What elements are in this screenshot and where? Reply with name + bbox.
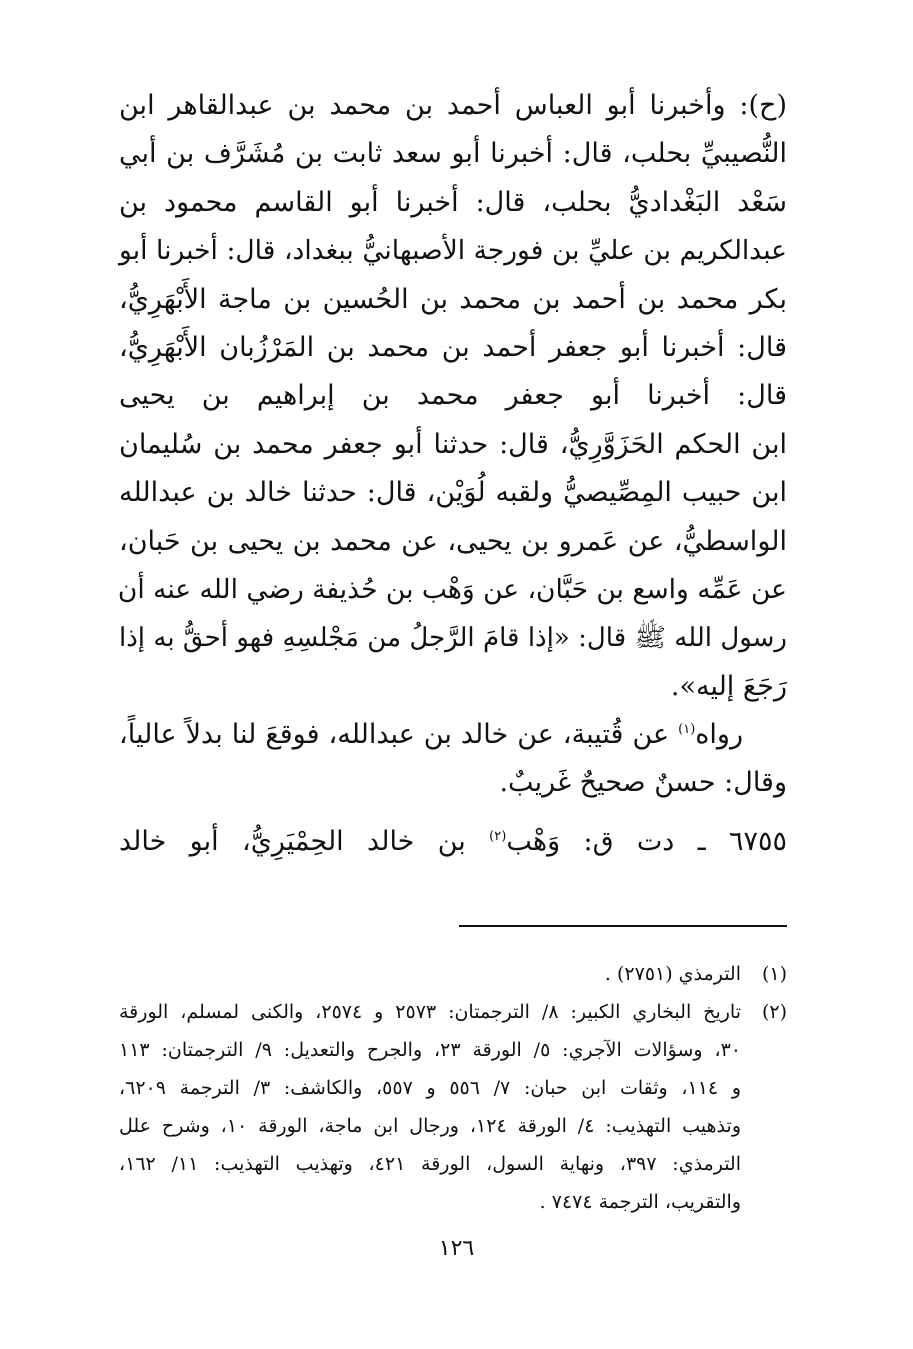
footnote-line: ٣٠، وسؤالات الآجري: ٥/ الورقة ٢٣، والجرح والتعديل: ٩/ الترجمتان: ١١٣ [119, 1039, 742, 1061]
footnote-number: (١) [761, 963, 787, 985]
text-line: (ح): وأخبرنا أبو العباس أحمد بن محمد بن عبدالقاهر ابن [119, 90, 787, 121]
text-line: عن عَمِّه واسع بن حَبَّان، عن وَهْب بن حُذيفة رضي الله عنه أن [117, 573, 787, 605]
footnote-line: والتقريب، الترجمة ٧٤٧٤ . [539, 1191, 741, 1213]
footnote-line: الترمذي: ٣٩٧، ونهاية السول، الورقة ٤٢١، وتهذيب التهذيب: ١١/ ١٦٢، [119, 1153, 741, 1175]
text-line: النُّصيبيِّ بحلب، قال: أخبرنا أبو سعد ثابت بن مُشَرَّف بن أبي [119, 138, 787, 170]
entry-heading [119, 818, 787, 866]
text-line: الواسطيُّ، عن عَمرو بن يحيى، عن محمد بن يحيى بن حَبان، [119, 525, 787, 557]
text-line: ابن حبيب المِصِّيصيُّ ولقبه لُوَيْن، قال: حدثنا خالد بن عبدالله [119, 477, 787, 509]
footnote-separator [459, 925, 787, 927]
riwaya-text-cont: عن قُتيبة، عن خالد بن عبدالله، فوقعَ لنا بدلاً عالياً، [119, 719, 679, 751]
footnote-ref-2[interactable]: (٢) [489, 828, 507, 844]
footnotes [119, 955, 787, 1221]
footnote-line: تاريخ البخاري الكبير: ٨/ الترجمتان: ٢٥٧٣ و ٢٥٧٤، والكنى لمسلم، الورقة [119, 1001, 741, 1023]
page-number: ١٢٦ [438, 1236, 475, 1261]
text-line: قال: أخبرنا أبو جعفر أحمد بن محمد بن المَرْزُبان الأَبْهَرِيُّ، [119, 331, 787, 363]
footnote-body [119, 955, 741, 993]
footnote-number: (٢) [761, 1001, 787, 1023]
footnote-2 [119, 993, 787, 1221]
riwaya-text: رواه [695, 719, 743, 751]
text-line: رَجَعَ إليه». [670, 670, 787, 702]
text-line: قال: أخبرنا أبو جعفر محمد بن إبراهيم بن يحيى [119, 380, 787, 412]
footnote-1 [119, 955, 787, 993]
main-text [119, 82, 787, 866]
riwaya-line [119, 711, 787, 759]
footnote-line: و ١١٤، وثقات ابن حبان: ٧/ ٥٥٦ و ٥٥٧، والكاشف: ٣/ الترجمة ٦٢٠٩، [119, 1077, 741, 1099]
text-line: عبدالكريم بن عليِّ بن فورجة الأصبهانيُّ ببغداد، قال: أخبرنا أبو [119, 235, 787, 267]
footnote-line: وتذهيب التهذيب: ٤/ الورقة ١٢٤، ورجال ابن ماجة، الورقة ١٠، وشرح علل [119, 1115, 741, 1137]
entry-number: ٦٧٥٥ ـ دت ق: وَهْب [506, 825, 787, 857]
footnote-body [119, 993, 741, 1221]
footnote-ref-1[interactable]: (١) [678, 722, 696, 738]
footnote-line: الترمذي (٢٧٥١) . [604, 963, 741, 985]
qala-line: وقال: حسنٌ صحيحٌ غَريبٌ. [499, 767, 787, 799]
text-line: سَعْد البَغْداديُّ بحلب، قال: أخبرنا أبو القاسم محمود بن [119, 186, 787, 218]
text-line: رسول الله ﷺ قال: «إذا قامَ الرَّجلُ من مَجْلسِهِ فهو أحقُّ به إذا [119, 623, 787, 654]
text-line: بكر محمد بن أحمد بن محمد بن الحُسين بن ماجة الأَبْهَرِيُّ، [119, 283, 787, 315]
text-line: ابن الحكم الحَزَوَّرِيُّ، قال: حدثنا أبو جعفر محمد بن سُليمان [119, 428, 787, 460]
entry-name: بن خالد الحِمْيَرِيُّ، أبو خالد [119, 825, 490, 857]
